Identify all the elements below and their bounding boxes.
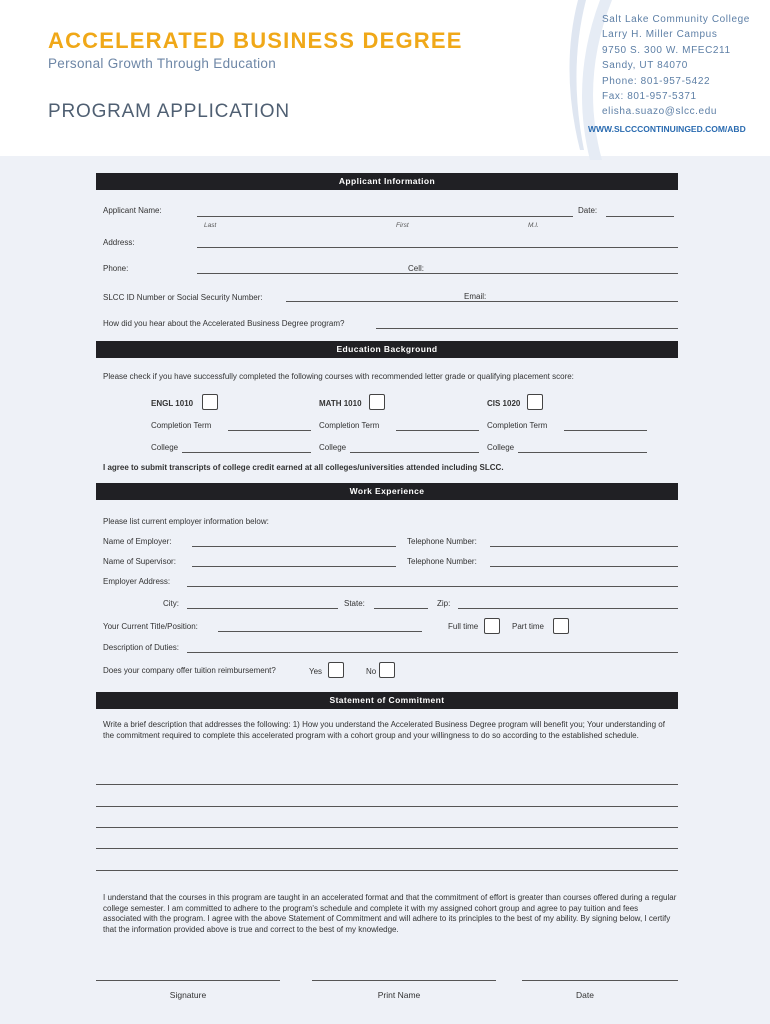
math-term-label: Completion Term xyxy=(319,421,380,430)
phone-label: Phone: xyxy=(103,264,129,273)
course-engl-label: ENGL 1010 xyxy=(151,399,194,408)
employer-phone-label: Telephone Number: xyxy=(407,537,477,546)
referral-field[interactable] xyxy=(376,328,678,329)
course-math-label: MATH 1010 xyxy=(319,399,362,408)
reimbursement-label: Does your company offer tuition reimbursement? xyxy=(103,666,276,675)
work-instruction: Please list current employer information below: xyxy=(103,517,269,526)
cis-term-field[interactable] xyxy=(564,430,647,431)
engl-college-field[interactable] xyxy=(182,452,311,453)
fulltime-label: Full time xyxy=(448,622,479,631)
engl-term-label: Completion Term xyxy=(151,421,212,430)
id-field[interactable] xyxy=(286,301,678,302)
yes-checkbox[interactable] xyxy=(328,662,344,678)
zip-label: Zip: xyxy=(437,599,451,608)
work-section-heading: Work Experience xyxy=(96,483,678,500)
duties-field[interactable] xyxy=(187,652,678,653)
referral-label: How did you hear about the Accelerated Business Degree program? xyxy=(103,319,345,328)
transcript-agreement: I agree to submit transcripts of college credit earned at all colleges/universities attended including SLCC. xyxy=(103,463,504,472)
employer-label: Name of Employer: xyxy=(103,537,172,546)
no-checkbox[interactable] xyxy=(379,662,395,678)
website-link[interactable]: WWW.SLCCCONTINUINGED.COM/ABD xyxy=(588,124,746,134)
contact-email[interactable]: elisha.suazo@slcc.edu xyxy=(602,106,718,118)
city-label: City: xyxy=(163,599,179,608)
first-name-hint: First xyxy=(396,222,409,229)
supervisor-phone-label: Telephone Number: xyxy=(407,557,477,566)
statement-line-1[interactable] xyxy=(96,784,678,785)
math-college-label: College xyxy=(319,443,347,452)
math-college-field[interactable] xyxy=(350,452,479,453)
date-label: Date: xyxy=(578,206,598,215)
employer-phone-field[interactable] xyxy=(490,546,678,547)
duties-label: Description of Duties: xyxy=(103,643,180,652)
id-label: SLCC ID Number or Social Security Number: xyxy=(103,293,263,302)
state-label: State: xyxy=(344,599,365,608)
print-name-label: Print Name xyxy=(377,990,421,1000)
statement-line-3[interactable] xyxy=(96,827,678,828)
course-cis-checkbox[interactable] xyxy=(527,394,543,410)
signature-date-field[interactable] xyxy=(522,980,678,981)
supervisor-field[interactable] xyxy=(192,566,396,567)
math-term-field[interactable] xyxy=(396,430,479,431)
state-field[interactable] xyxy=(374,608,428,609)
signature-label: Signature xyxy=(169,990,207,1000)
phone-field[interactable] xyxy=(197,273,678,274)
date-field[interactable] xyxy=(606,216,674,217)
no-label: No xyxy=(366,667,377,676)
applicant-section-heading: Applicant Information xyxy=(96,173,678,190)
yes-label: Yes xyxy=(309,667,323,676)
employer-field[interactable] xyxy=(192,546,396,547)
address-field[interactable] xyxy=(197,247,678,248)
program-title: ACCELERATED BUSINESS DEGREE xyxy=(48,28,463,53)
fulltime-checkbox[interactable] xyxy=(484,618,500,634)
signature-field[interactable] xyxy=(96,980,280,981)
city-field[interactable] xyxy=(187,608,338,609)
applicant-name-field[interactable] xyxy=(197,216,573,217)
engl-college-label: College xyxy=(151,443,179,452)
employer-address-field[interactable] xyxy=(187,586,678,587)
zip-field[interactable] xyxy=(458,608,678,609)
email-label: Email: xyxy=(464,292,487,301)
statement-line-4[interactable] xyxy=(96,848,678,849)
contact-street: 9750 S. 300 W. MFEC211 xyxy=(602,44,731,56)
parttime-label: Part time xyxy=(512,622,545,631)
engl-term-field[interactable] xyxy=(228,430,311,431)
address-label: Address: xyxy=(103,238,135,247)
contact-college: Salt Lake Community College xyxy=(602,14,750,25)
certification-text: I understand that the courses in this program are taught in an accelerated format and that the commitment of effort is greater than courses offered during a regular college semester. I am committed to adhere to the program's schedule and complete it with my assigned cohort group and agree to pay tuition and fees associated with the program. I agree with the above Statement of Commitment and will adhere to its principles to the best of my ability. By signing below, I certify that the information provided above is true and correct to the best of my knowledge. xyxy=(103,893,677,934)
cis-term-label: Completion Term xyxy=(487,421,548,430)
contact-phone: Phone: 801-957-5422 xyxy=(602,75,711,87)
contact-campus: Larry H. Miller Campus xyxy=(602,29,718,41)
print-name-field[interactable] xyxy=(312,980,496,981)
title-field[interactable] xyxy=(218,631,422,632)
course-cis-label: CIS 1020 xyxy=(487,399,521,408)
statement-line-5[interactable] xyxy=(96,870,678,871)
employer-address-label: Employer Address: xyxy=(103,577,171,586)
middle-initial-hint: M.I. xyxy=(528,222,539,229)
statement-prompt: Write a brief description that addresses the following: 1) How you understand the Accelerated Business Degree program will benefit you; Your understanding of the commitment required to complete this accelerated program with a cohort group and your willingness to do so according to the established schedule. xyxy=(103,720,665,740)
applicant-name-label: Applicant Name: xyxy=(103,206,162,215)
statement-line-2[interactable] xyxy=(96,806,678,807)
supervisor-phone-field[interactable] xyxy=(490,566,678,567)
statement-section-heading: Statement of Commitment xyxy=(96,692,678,709)
parttime-checkbox[interactable] xyxy=(553,618,569,634)
education-section-heading: Education Background xyxy=(96,341,678,358)
cell-label: Cell: xyxy=(408,264,425,273)
signature-date-label: Date xyxy=(576,990,594,1000)
supervisor-label: Name of Supervisor: xyxy=(103,557,176,566)
form-title: PROGRAM APPLICATION xyxy=(48,101,290,122)
contact-fax: Fax: 801-957-5371 xyxy=(602,91,697,103)
cis-college-field[interactable] xyxy=(518,452,647,453)
last-name-hint: Last xyxy=(204,222,217,229)
contact-city: Sandy, UT 84070 xyxy=(602,60,688,72)
education-instruction: Please check if you have successfully completed the following courses with recommended letter grade or qualifying placement score: xyxy=(103,372,574,381)
cis-college-label: College xyxy=(487,443,515,452)
course-math-checkbox[interactable] xyxy=(369,394,385,410)
contact-block xyxy=(602,12,750,120)
program-subtitle: Personal Growth Through Education xyxy=(48,56,277,71)
title-label: Your Current Title/Position: xyxy=(103,622,198,631)
course-engl-checkbox[interactable] xyxy=(202,394,218,410)
